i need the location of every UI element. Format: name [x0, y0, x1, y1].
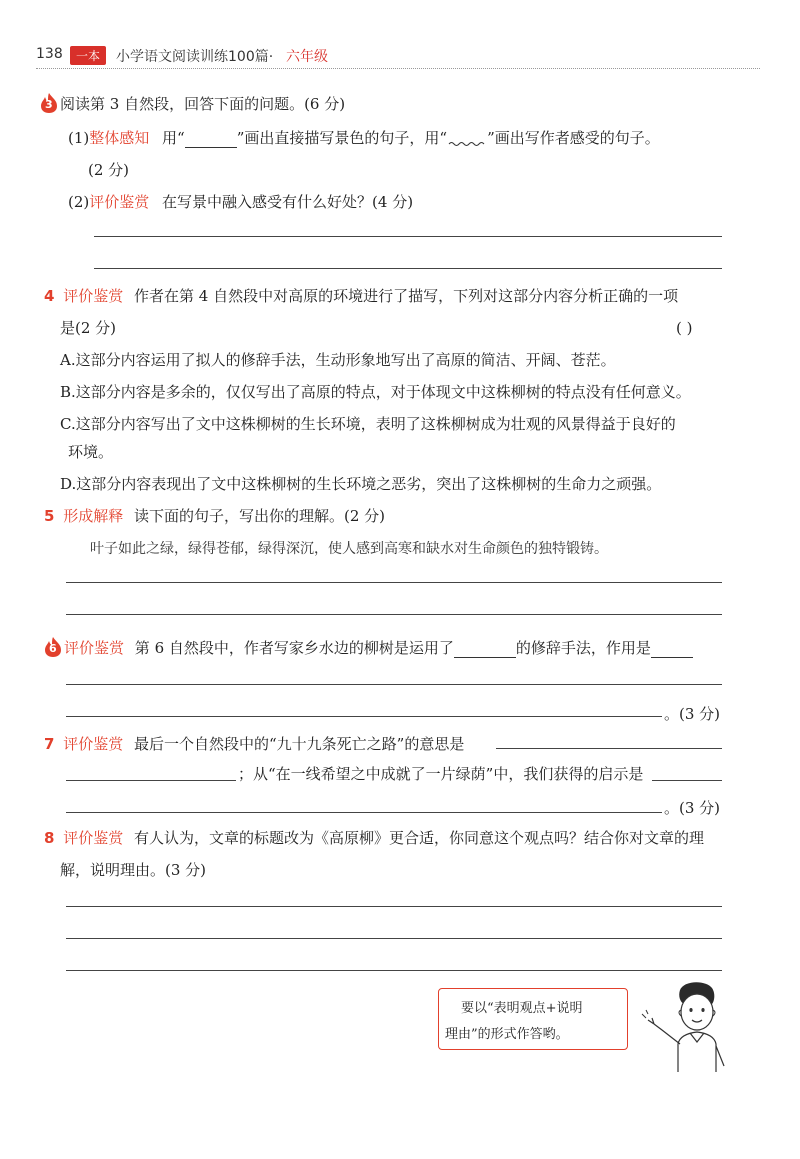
book-title: 小学语文阅读训练100篇·: [116, 49, 274, 65]
answer-line[interactable]: [94, 236, 722, 237]
fill-blank[interactable]: [651, 641, 693, 658]
answer-line[interactable]: [66, 614, 722, 615]
tip-line-2: 理由”的形式作答哟。: [445, 1027, 569, 1042]
answer-line[interactable]: [66, 716, 662, 717]
question-3-part-1: (1)整体感知 用“ ”画出直接描写景色的句子，用“ ”画出写作者感受的句子。: [68, 129, 660, 147]
boy-illustration: [640, 980, 740, 1072]
answer-paren[interactable]: ( ): [676, 319, 693, 337]
option-c-continued[interactable]: 环境。: [68, 443, 114, 461]
page-number: 138: [36, 46, 63, 62]
brand-logo: 一本: [70, 46, 106, 65]
question-4-stem-line-2: 是(2 分): [60, 319, 117, 337]
page-header: [36, 44, 356, 66]
header-divider: [36, 68, 760, 69]
question-6-flame-icon: 6: [44, 636, 62, 656]
tag-explain: 形成解释: [63, 507, 124, 525]
question-3-part-1-score: (2 分): [88, 161, 130, 179]
straight-line-sample: [185, 131, 237, 148]
tag-evaluate: 评价鉴赏: [64, 639, 125, 657]
question-7-stem: 7 评价鉴赏 最后一个自然段中的“九十九条死亡之路”的意思是: [44, 735, 465, 753]
answer-line[interactable]: [66, 684, 722, 685]
tag-evaluate: 评价鉴赏: [63, 735, 124, 753]
answer-line[interactable]: [94, 268, 722, 269]
grade-label: 六年级: [286, 49, 328, 65]
option-a[interactable]: A.这部分内容运用了拟人的修辞手法，生动形象地写出了高原的简洁、开阔、苍茫。: [60, 351, 616, 369]
question-5-stem: 5 形成解释 读下面的句子，写出你的理解。(2 分): [44, 507, 386, 525]
question-8-stem: 8 评价鉴赏 有人认为，文章的标题改为《高原柳》更合适，你同意这个观点吗？结合你对文章的理: [44, 829, 705, 847]
option-b[interactable]: B.这部分内容是多余的，仅仅写出了高原的特点，对于体现文中这株柳树的特点没有任何意义。: [60, 383, 691, 401]
option-c[interactable]: C.这部分内容写出了文中这株柳树的生长环境，表明了这株柳树成为壮观的风景得益于良好的: [60, 415, 676, 433]
question-3-stem: 阅读第 3 自然段，回答下面的问题。(6 分): [60, 95, 346, 113]
answer-line[interactable]: [66, 938, 722, 939]
question-3-flame-icon: 3: [40, 92, 58, 112]
question-4-stem: 4 评价鉴赏 作者在第 4 自然段中对高原的环境进行了描写，下列对这部分内容分析正确的一项: [44, 287, 679, 305]
question-8-stem-line-2: 解，说明理由。(3 分): [60, 861, 207, 879]
fill-blank[interactable]: [496, 748, 722, 749]
answer-line[interactable]: [66, 906, 722, 907]
option-d[interactable]: D.这部分内容表现出了文中这株柳树的生长环境之恶劣，突出了这株柳树的生命力之顽强。: [60, 475, 662, 493]
question-6-stem: 评价鉴赏 第 6 自然段中，作者写家乡水边的柳树是运用了 的修辞手法，作用是: [64, 638, 693, 658]
wavy-line-sample: [447, 134, 487, 148]
answer-line[interactable]: [66, 582, 722, 583]
tip-bubble: [438, 988, 628, 1050]
fill-blank[interactable]: [66, 780, 236, 781]
fill-blank[interactable]: [652, 780, 722, 781]
answer-line[interactable]: [66, 970, 722, 971]
question-7-stem-line-2: ；从“在一线希望之中成就了一片绿荫”中，我们获得的启示是: [238, 765, 644, 783]
question-7-score: 。(3 分): [664, 799, 721, 817]
tip-line-1: 要以“表明观点+说明: [461, 1001, 583, 1016]
question-6-score: 。(3 分): [664, 705, 721, 723]
tag-evaluate: 评价鉴赏: [63, 829, 124, 847]
question-3-part-2: (2)评价鉴赏 在写景中融入感受有什么好处？(4 分): [68, 193, 414, 211]
fill-blank[interactable]: [454, 641, 516, 658]
tag-holistic: 整体感知: [89, 129, 150, 147]
tag-evaluate: 评价鉴赏: [89, 193, 150, 211]
tag-evaluate: 评价鉴赏: [63, 287, 124, 305]
answer-line[interactable]: [66, 812, 662, 813]
quoted-sentence: 叶子如此之绿，绿得苍郁，绿得深沉，使人感到高寒和缺水对生命颜色的独特锻铸。: [90, 541, 608, 557]
